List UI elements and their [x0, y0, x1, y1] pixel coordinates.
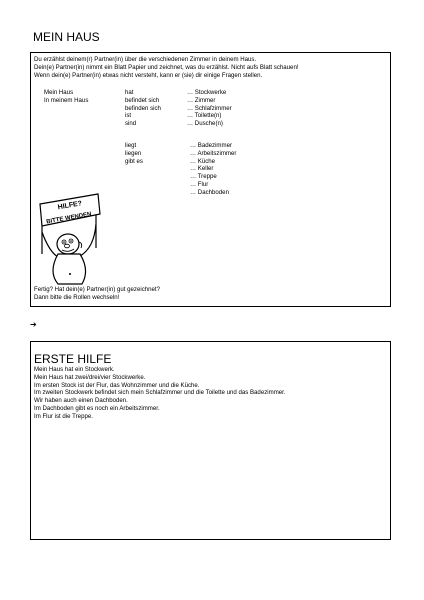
phrase: hat — [125, 89, 134, 96]
phrase-column-verb-2 — [125, 142, 143, 165]
intro-line: Du erzählst deinem(r) Partner(in) über die verschiedenen Zimmer in deinem Haus. — [34, 56, 257, 63]
phrase: … Küche — [190, 157, 216, 165]
phrase-column-room-2 — [190, 142, 236, 197]
outro-line: Dann bitte die Rollen wechseln! — [34, 293, 120, 301]
phrase: … Toilette(n) — [187, 112, 222, 120]
help-line: Wir haben auch einen Dachboden. — [34, 397, 128, 405]
help-line: Im Dachboden gibt es noch ein Arbeitszimmer. — [34, 404, 160, 412]
phrase-column-verb — [125, 89, 161, 128]
phrase-column-room — [187, 89, 232, 128]
help-line: Im ersten Stock ist der Flur, das Wohnzimmer und die Küche. — [34, 381, 200, 389]
outro-line: Fertig? Hat dein(e) Partner(in) gut gezeichnet? — [34, 286, 161, 293]
phrase: ist — [125, 112, 132, 120]
phrase: liegen — [125, 149, 142, 157]
phrase: gibt es — [125, 157, 143, 165]
sign-text-line2: BITTE WENDEN — [45, 211, 92, 226]
section-title: MEIN HAUS — [33, 30, 100, 44]
help-line: Im zweiten Stockwerk befindet sich mein Schlafzimmer und die Toilette und das Badezimmer. — [34, 389, 286, 397]
phrase: liegt — [125, 142, 137, 149]
first-aid-text — [34, 366, 286, 421]
phrase: … Keller — [190, 165, 214, 173]
intro-text — [34, 56, 299, 79]
character-arm-right — [80, 224, 96, 256]
phrase: In meinem Haus — [44, 96, 89, 104]
outro-text — [34, 286, 160, 302]
sign-text-line1: HILFE? — [57, 200, 83, 212]
phrase: … Dusche(n) — [187, 120, 223, 128]
help-line: Mein Haus hat ein Stockwerk. — [34, 366, 115, 373]
phrase: Mein Haus — [44, 89, 74, 96]
phrase-column-subject — [44, 89, 88, 105]
help-sign-cartoon — [36, 192, 108, 288]
first-aid-title: ERSTE HILFE — [34, 352, 112, 366]
phrase: … Treppe — [190, 173, 217, 181]
phrase: sind — [125, 120, 137, 128]
help-line: Mein Haus hat zwei/drei/vier Stockwerke. — [34, 373, 146, 381]
phrase: befindet sich — [125, 96, 160, 104]
character-body — [53, 254, 86, 284]
phrase: … Schlafzimmer — [187, 104, 232, 112]
phrase: … Zimmer — [187, 96, 216, 104]
phrase: … Arbeitszimmer — [190, 149, 237, 157]
phrase: … Dachboden — [190, 188, 229, 196]
phrase: … Badezimmer — [190, 142, 232, 149]
phrase: … Stockwerke — [187, 89, 227, 96]
phrase: … Flur — [190, 180, 209, 188]
intro-line: Wenn dein(e) Partner(in) etwas nicht versteht, kann er (sie) dir einige Fragen stellen. — [34, 71, 263, 79]
phrase: befinden sich — [125, 104, 161, 112]
arrow-right-icon: ➔ — [30, 320, 37, 329]
help-line: Im Flur ist die Treppe. — [34, 412, 93, 420]
intro-line: Dein(e) Partner(in) nimmt ein Blatt Papier und zeichnet, was du erzählst. Nicht aufs Blatt schauen! — [34, 63, 299, 71]
